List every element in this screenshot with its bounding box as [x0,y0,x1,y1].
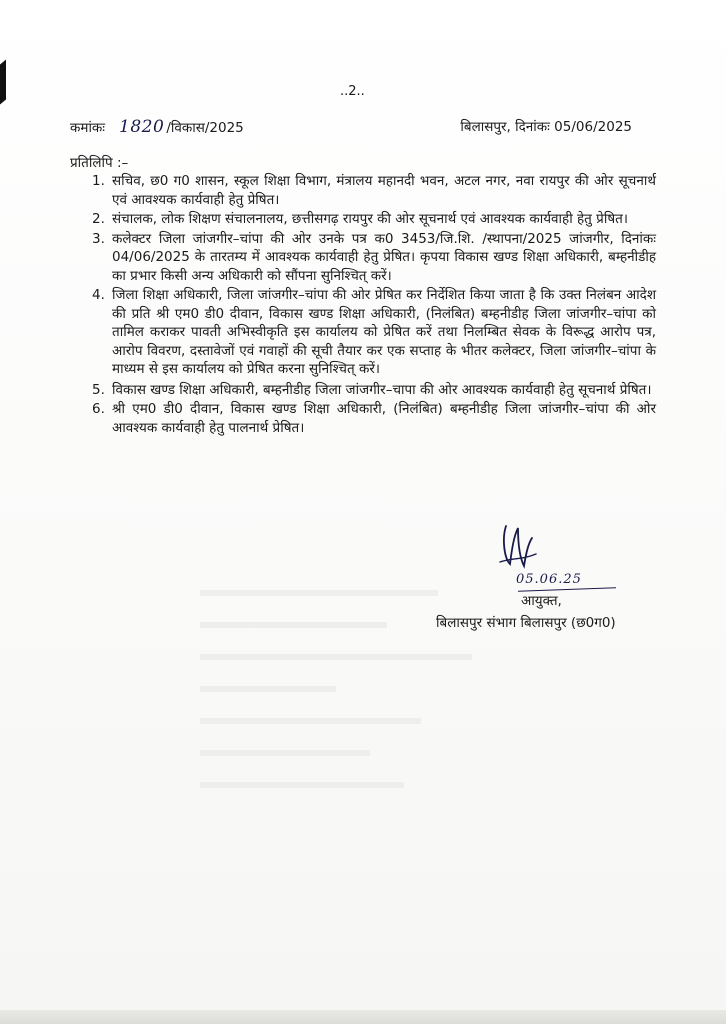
list-item-number: 2. [92,211,105,227]
signature-date: 05.06.25 [516,572,582,587]
list-item-number: 1. [92,173,105,189]
list-item-text: सचिव, छ0 ग0 शासन, स्कूल शिक्षा विभाग, मंत्रालय महानदी भवन, अटल नगर, नवा रायपुर की ओर सूचनार्थ एवं आवश्यक कार्यवाही हेतु प्रेषित। [112,173,656,208]
list-item [92,210,656,229]
copy-recipients-list [92,170,656,438]
list-item-text: जिला शिक्षा अधिकारी, जिला जांजगीर–चांपा की ओर प्रेषित कर निर्देशित किया जाता है कि उक्त निलंबन आदेश की प्रति श्री एम0 डी0 दीवान, विकास खण्ड शिक्षा अधिकारी, (निलंबित) बम्हनीडीह जिला जांजगीर–चांपा को तामिल कराकर पावती अभिस्वीकृति इस कार्यालय को प्रेषित करें तथा निलम्बित सेवक के विरूद्ध आरोप पत्र, आरोप विवरण, दस्तावेजों एवं गवाहों की सूची तैयार कर एक सप्ताह के भीतर कलेक्टर, जिला जांजगीर–चांपा के माध्यम से इस कार्यालय को प्रेषित करना सुनिश्चित् करें। [112,287,656,377]
scan-bottom-edge [0,1010,726,1024]
list-item [92,172,656,209]
copy-to-label: प्रतिलिपि :– [70,155,129,171]
place-and-date: बिलासपुर, दिनांकः 05/06/2025 [460,119,632,135]
list-item-text: कलेक्टर जिला जांजगीर–चांपा की ओर उनके पत्र क0 3453/जि.शि. /स्थापना/2025 जांजगीर, दिनांकः 04/06/2025 के तारतम्य में आवश्यक कार्यवाही हेतु प्रेषित। कृपया विकास खण्ड शिक्षा अधिकारी, बम्हनीडीह का प्रभार किसी अन्य अधिकारी को सौंपना सुनिश्चित् करें। [112,230,656,284]
list-item-number: 5. [92,381,105,398]
scan-corner-mark [0,59,6,104]
handwritten-reference-number: 1820 [119,117,165,137]
bleed-through-text [200,590,540,840]
list-item [92,400,656,437]
list-item [92,286,656,379]
reference-number [70,117,244,137]
list-item-number: 4. [92,287,105,303]
list-item-text: संचालक, लोक शिक्षण संचालनालय, छत्तीसगढ़ रायपुर की ओर सूचनार्थ एवं आवश्यक कार्यवाही हेतु प्रेषित। [112,211,628,227]
list-item-number: 3. [92,230,105,247]
signatory-office: बिलासपुर संभाग बिलासपुर (छ0ग0) [436,615,616,631]
reference-suffix: /विकास/2025 [166,120,244,136]
reference-line [70,115,640,137]
list-item-text: श्री एम0 डी0 दीवान, विकास खण्ड शिक्षा अधिकारी, (निलंबित) बम्हनीडीह जिला जांजगीर–चांपा की ओर आवश्यक कार्यवाही हेतु पालनार्थ प्रेषित। [112,401,656,436]
reference-label: कमांकः [70,120,106,136]
handwritten-signature [492,518,542,578]
list-item-text: विकास खण्ड शिक्षा अधिकारी, बम्हनीडीह जिला जांजगीर–चापा की ओर आवश्यक कार्यवाही हेतु सूचनार्थ प्रेषित। [112,381,652,398]
list-item-number: 6. [92,401,105,417]
signatory-designation: आयुक्त, [521,593,562,609]
page-number: ..2.. [340,84,365,99]
list-item [92,381,656,400]
list-item [92,230,656,286]
